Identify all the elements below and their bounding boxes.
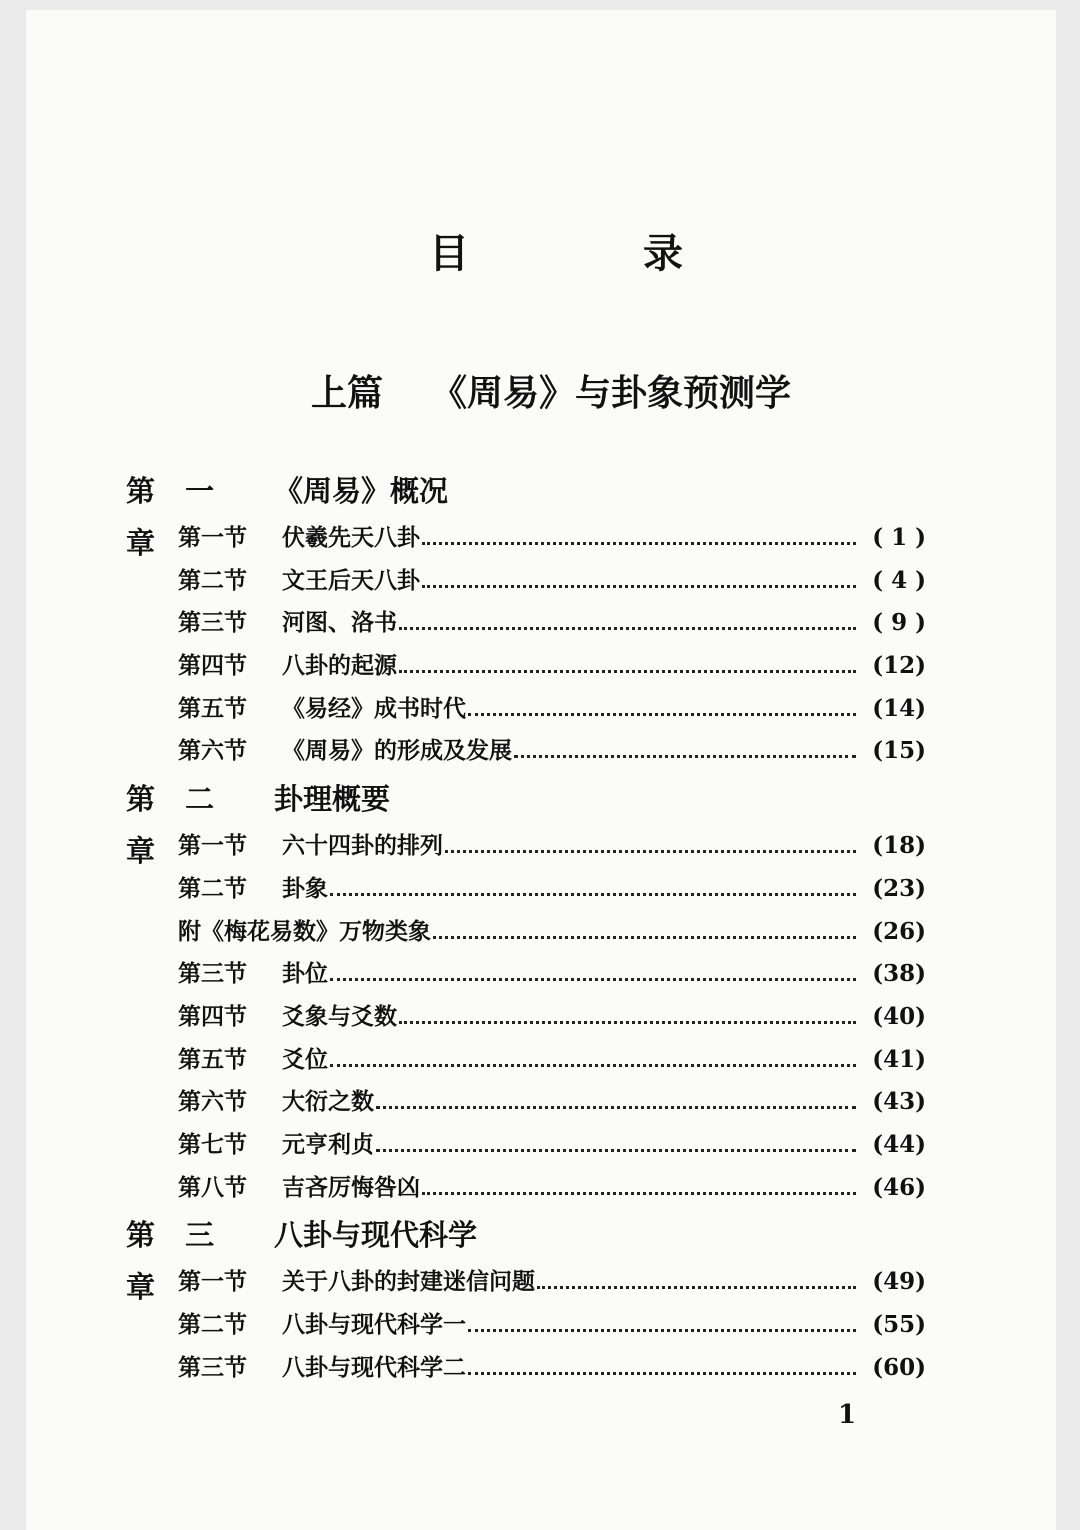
dot-leader — [330, 977, 856, 981]
entry-label: 第二节 — [178, 1311, 247, 1338]
chapter-label: 第 三 章 — [126, 1218, 225, 1305]
entry-page-number: (14) — [872, 694, 926, 722]
entry-label: 第四节 — [178, 1002, 247, 1030]
toc-entry[interactable] — [126, 517, 926, 560]
toc-entry[interactable] — [126, 1261, 926, 1304]
dot-leader — [399, 626, 856, 630]
entry-page-number: ( 1 ) — [872, 524, 926, 551]
entry-page-number: (18) — [872, 832, 926, 860]
entry-page-number: (60) — [872, 1353, 926, 1381]
toc-entry[interactable] — [126, 688, 926, 731]
entry-title: 卦象 — [282, 874, 328, 902]
toc-entry[interactable] — [126, 730, 926, 773]
toc-entry[interactable] — [126, 825, 926, 868]
entry-title: 大衍之数 — [282, 1088, 374, 1116]
toc-entry[interactable] — [126, 911, 926, 954]
entry-title: 伏羲先天八卦 — [282, 524, 420, 551]
part-title: 《周易》与卦象预测学 — [431, 372, 792, 414]
entry-title: 八卦的起源 — [282, 652, 397, 680]
entry-page-number: (23) — [872, 874, 926, 902]
dot-leader — [514, 754, 856, 758]
dot-leader — [468, 1371, 856, 1375]
entry-page-number: (26) — [872, 917, 926, 945]
toc-entry[interactable] — [126, 1124, 926, 1167]
entry-page-number: (15) — [872, 737, 926, 765]
entry-page-number: (38) — [872, 960, 926, 988]
entry-title: 六十四卦的排列 — [282, 832, 443, 860]
entry-title: 吉吝厉悔咎凶 — [282, 1173, 420, 1201]
entry-label: 第一节 — [178, 832, 247, 860]
entry-page-number: (12) — [872, 652, 926, 680]
entry-page-number: (49) — [872, 1268, 926, 1296]
dot-leader — [445, 849, 856, 853]
toc-entry[interactable] — [126, 996, 926, 1039]
part-heading — [26, 365, 1056, 416]
entry-label: 第八节 — [178, 1173, 247, 1201]
dot-leader — [422, 584, 856, 588]
entry-title: 爻象与爻数 — [282, 1002, 397, 1030]
entry-title: 文王后天八卦 — [282, 566, 420, 594]
toc-entry[interactable] — [126, 953, 926, 996]
toc-entry[interactable] — [126, 1167, 926, 1210]
entry-title: 《周易》的形成及发展 — [282, 737, 512, 765]
entry-label: 第三节 — [178, 960, 247, 988]
entry-label: 第六节 — [178, 1088, 247, 1116]
toc-entry[interactable] — [126, 645, 926, 688]
dot-leader — [537, 1285, 856, 1289]
toc-entry[interactable] — [126, 1304, 926, 1347]
part-label: 上篇 — [310, 372, 383, 414]
entry-label: 第四节 — [178, 652, 247, 680]
entry-page-number: ( 9 ) — [872, 609, 926, 637]
toc-title: 目 录 — [429, 230, 763, 277]
dot-leader — [399, 669, 856, 673]
chapter-label: 第 二 章 — [126, 782, 225, 869]
dot-leader — [376, 1148, 856, 1152]
dot-leader — [468, 712, 856, 716]
entry-label: 第一节 — [178, 524, 247, 551]
dot-leader — [330, 1063, 856, 1067]
entry-page-number: (40) — [872, 1002, 926, 1030]
entry-title: 卦位 — [282, 960, 328, 988]
entry-title: 八卦与现代科学二 — [282, 1353, 466, 1381]
entry-title: 爻位 — [282, 1045, 328, 1073]
toc-entry[interactable] — [126, 868, 926, 911]
entry-label: 第一节 — [178, 1268, 247, 1296]
entry-label: 第五节 — [178, 694, 247, 722]
chapter-title: 卦理概要 — [274, 782, 391, 817]
entry-label: 第三节 — [178, 609, 247, 637]
toc-entry[interactable] — [126, 1039, 926, 1082]
toc-entry[interactable] — [126, 1347, 926, 1390]
table-of-contents — [126, 465, 926, 1389]
toc-entry[interactable] — [126, 1081, 926, 1124]
entry-page-number: (44) — [872, 1130, 926, 1158]
entry-page-number: (55) — [872, 1311, 926, 1338]
entry-title: 《易经》成书时代 — [282, 694, 466, 722]
dot-leader — [433, 935, 856, 939]
entry-label: 第二节 — [178, 566, 247, 594]
document-page — [26, 10, 1056, 1530]
entry-title: 附《梅花易数》万物类象 — [178, 917, 431, 945]
entry-page-number: (41) — [872, 1045, 926, 1073]
dot-leader — [399, 1020, 856, 1024]
entry-title: 元亨利贞 — [282, 1130, 374, 1158]
entry-page-number: (43) — [872, 1088, 926, 1116]
entry-label: 第三节 — [178, 1353, 247, 1381]
entry-page-number: (46) — [872, 1173, 926, 1201]
dot-leader — [422, 541, 856, 545]
toc-entry[interactable] — [126, 560, 926, 603]
dot-leader — [330, 892, 856, 896]
dot-leader — [468, 1328, 856, 1332]
dot-leader — [422, 1191, 856, 1195]
chapter-title: 《周易》概况 — [274, 474, 449, 508]
entry-title: 八卦与现代科学一 — [282, 1311, 466, 1338]
entry-label: 第五节 — [178, 1045, 247, 1073]
entry-title: 河图、洛书 — [282, 609, 397, 637]
entry-page-number: ( 4 ) — [872, 566, 926, 594]
toc-entry[interactable] — [126, 602, 926, 645]
entry-title: 关于八卦的封建迷信问题 — [282, 1268, 535, 1296]
page-number: 1 — [838, 1400, 857, 1430]
dot-leader — [376, 1105, 856, 1109]
entry-label: 第七节 — [178, 1130, 247, 1158]
entry-label: 第二节 — [178, 874, 247, 902]
chapter-title: 八卦与现代科学 — [274, 1218, 478, 1253]
chapter-label: 第 一 章 — [126, 474, 225, 560]
entry-label: 第六节 — [178, 737, 247, 765]
